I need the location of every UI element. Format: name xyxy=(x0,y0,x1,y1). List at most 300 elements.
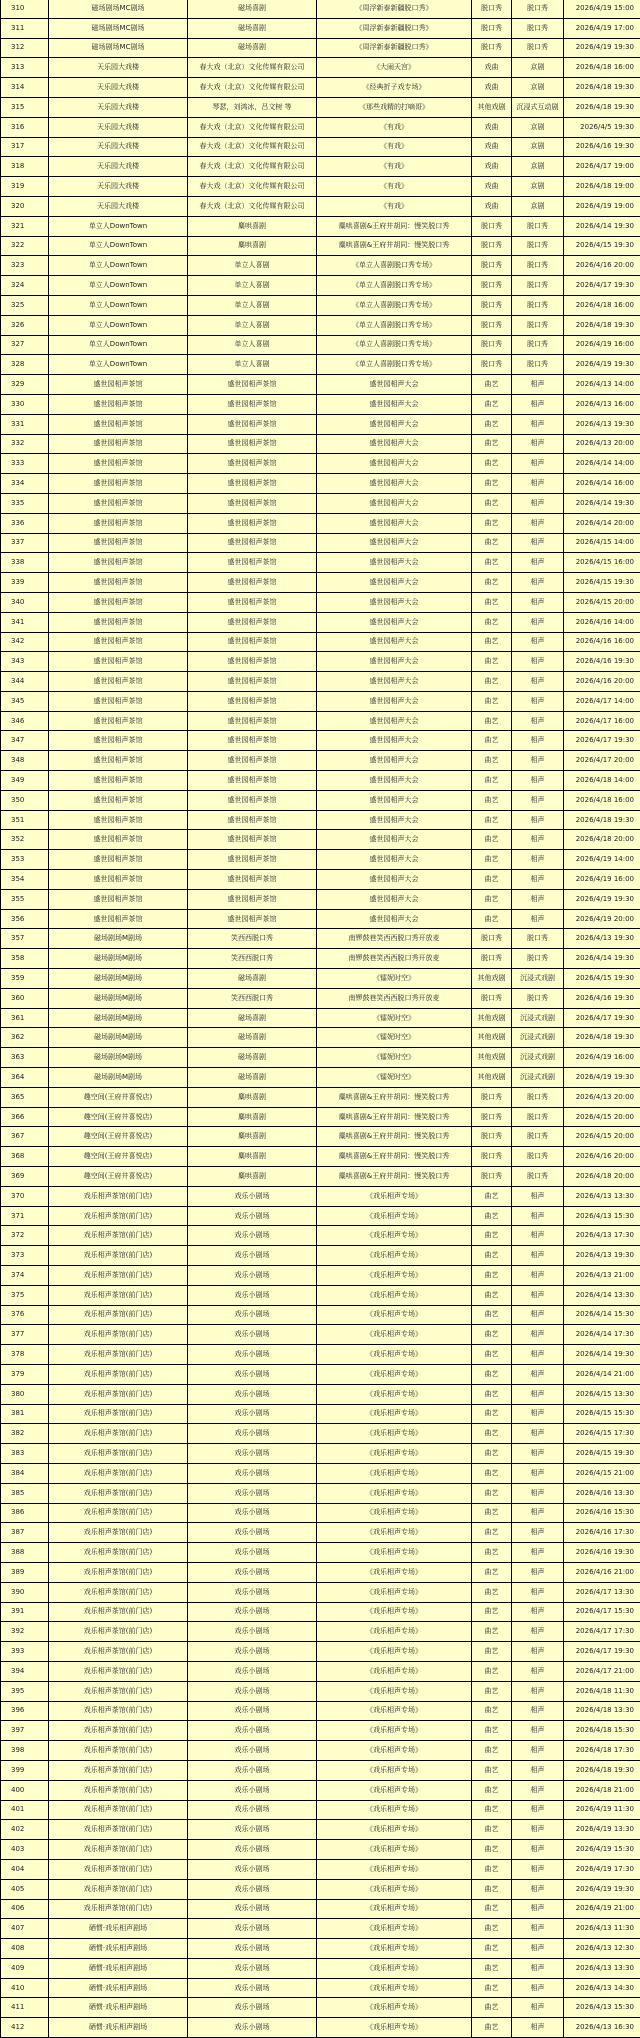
category-cell: 曲艺 xyxy=(472,1998,512,2018)
venue-cell: 戏乐相声茶馆(前门店) xyxy=(49,1780,188,1800)
venue-cell: 戏乐相声茶馆(前门店) xyxy=(49,1246,188,1266)
showtime-cell: 2026/4/18 15:30 xyxy=(564,1721,640,1741)
venue-cell: 单立人DownTown xyxy=(49,315,188,335)
table-row xyxy=(1,0,640,18)
table-row xyxy=(1,97,640,117)
row-number-cell: 340 xyxy=(1,592,49,612)
venue-cell: 戏乐相声茶馆(前门店) xyxy=(49,1859,188,1879)
category-cell: 曲艺 xyxy=(472,493,512,513)
table-row xyxy=(1,1008,640,1028)
genre-cell: 相声 xyxy=(512,1661,564,1681)
genre-cell: 沉浸式互动剧 xyxy=(512,97,564,117)
category-cell: 曲艺 xyxy=(472,1424,512,1444)
program-title-cell: 盛世园相声大会 xyxy=(317,889,472,909)
program-title-cell: 盛世园相声大会 xyxy=(317,592,472,612)
showtime-cell: 2026/4/14 19:30 xyxy=(564,216,640,236)
program-title-cell: 盛世园相声大会 xyxy=(317,810,472,830)
program-title-cell: 《单立人喜剧脱口秀专场》 xyxy=(317,315,472,335)
showtime-cell: 2026/4/13 13:30 xyxy=(564,1186,640,1206)
row-number-cell: 389 xyxy=(1,1562,49,1582)
schedule-body xyxy=(1,0,640,2038)
row-number-cell: 317 xyxy=(1,137,49,157)
organizer-cell: 戏乐小剧场 xyxy=(188,1978,317,1998)
table-row xyxy=(1,355,640,375)
program-title-cell: 《戏乐相声专场》 xyxy=(317,1463,472,1483)
table-row xyxy=(1,58,640,78)
organizer-cell: 戏乐小剧场 xyxy=(188,1859,317,1879)
organizer-cell: 盛世园相声茶馆 xyxy=(188,414,317,434)
organizer-cell: 春大戏（北京）文化传媒有限公司 xyxy=(188,58,317,78)
showtime-cell: 2026/4/15 19:30 xyxy=(564,969,640,989)
showtime-cell: 2026/4/18 16:00 xyxy=(564,295,640,315)
row-number-cell: 393 xyxy=(1,1642,49,1662)
table-row xyxy=(1,216,640,236)
venue-cell: 盛世园相声茶馆 xyxy=(49,394,188,414)
category-cell: 曲艺 xyxy=(472,691,512,711)
category-cell: 戏曲 xyxy=(472,157,512,177)
row-number-cell: 405 xyxy=(1,1879,49,1899)
table-row xyxy=(1,1701,640,1721)
organizer-cell: 盛世园相声茶馆 xyxy=(188,493,317,513)
organizer-cell: 盛世园相声茶馆 xyxy=(188,652,317,672)
row-number-cell: 380 xyxy=(1,1384,49,1404)
showtime-cell: 2026/4/17 17:30 xyxy=(564,1622,640,1642)
showtime-cell: 2026/4/13 16:30 xyxy=(564,2018,640,2038)
venue-cell: 戏乐相声茶馆(前门店) xyxy=(49,1820,188,1840)
showtime-cell: 2026/4/17 15:30 xyxy=(564,1602,640,1622)
program-title-cell: 《戏乐相声专场》 xyxy=(317,1681,472,1701)
row-number-cell: 385 xyxy=(1,1483,49,1503)
category-cell: 脱口秀 xyxy=(472,18,512,38)
venue-cell: 天乐园大戏楼 xyxy=(49,97,188,117)
venue-cell: 单立人DownTown xyxy=(49,355,188,375)
category-cell: 曲艺 xyxy=(472,1741,512,1761)
showtime-cell: 2026/4/15 20:00 xyxy=(564,592,640,612)
category-cell: 曲艺 xyxy=(472,1562,512,1582)
row-number-cell: 383 xyxy=(1,1444,49,1464)
organizer-cell: 戏乐小剧场 xyxy=(188,1661,317,1681)
showtime-cell: 2026/4/15 15:30 xyxy=(564,1404,640,1424)
genre-cell: 相声 xyxy=(512,771,564,791)
table-row xyxy=(1,1285,640,1305)
genre-cell: 相声 xyxy=(512,1543,564,1563)
showtime-cell: 2026/4/19 19:30 xyxy=(564,38,640,58)
table-row xyxy=(1,1978,640,1998)
category-cell: 脱口秀 xyxy=(472,988,512,1008)
organizer-cell: 戏乐小剧场 xyxy=(188,1444,317,1464)
table-row xyxy=(1,295,640,315)
row-number-cell: 316 xyxy=(1,117,49,137)
organizer-cell: 戏乐小剧场 xyxy=(188,1305,317,1325)
table-row xyxy=(1,1681,640,1701)
row-number-cell: 356 xyxy=(1,909,49,929)
showtime-cell: 2026/4/18 19:30 xyxy=(564,1760,640,1780)
venue-cell: 戏乐相声茶馆(前门店) xyxy=(49,1721,188,1741)
organizer-cell: 戏乐小剧场 xyxy=(188,1602,317,1622)
row-number-cell: 330 xyxy=(1,394,49,414)
venue-cell: 盛世园相声茶馆 xyxy=(49,474,188,494)
table-row xyxy=(1,592,640,612)
table-row xyxy=(1,810,640,830)
genre-cell: 相声 xyxy=(512,553,564,573)
program-title-cell: 《戏乐相声专场》 xyxy=(317,1206,472,1226)
genre-cell: 脱口秀 xyxy=(512,949,564,969)
genre-cell: 京剧 xyxy=(512,58,564,78)
organizer-cell: 单立人喜剧 xyxy=(188,315,317,335)
genre-cell: 相声 xyxy=(512,1463,564,1483)
organizer-cell: 单立人喜剧 xyxy=(188,355,317,375)
row-number-cell: 409 xyxy=(1,1958,49,1978)
organizer-cell: 盛世园相声茶馆 xyxy=(188,632,317,652)
category-cell: 脱口秀 xyxy=(472,236,512,256)
program-title-cell: 盛世园相声大会 xyxy=(317,513,472,533)
table-row xyxy=(1,1226,640,1246)
organizer-cell: 春大戏（北京）文化传媒有限公司 xyxy=(188,157,317,177)
program-title-cell: 《戏乐相声专场》 xyxy=(317,2018,472,2038)
genre-cell: 相声 xyxy=(512,1305,564,1325)
showtime-cell: 2026/4/17 14:00 xyxy=(564,691,640,711)
row-number-cell: 344 xyxy=(1,672,49,692)
genre-cell: 相声 xyxy=(512,513,564,533)
table-row xyxy=(1,1622,640,1642)
genre-cell: 相声 xyxy=(512,691,564,711)
table-row xyxy=(1,1048,640,1068)
genre-cell: 相声 xyxy=(512,414,564,434)
row-number-cell: 401 xyxy=(1,1800,49,1820)
program-title-cell: 《戏乐相声专场》 xyxy=(317,1364,472,1384)
venue-cell: 单立人DownTown xyxy=(49,335,188,355)
category-cell: 脱口秀 xyxy=(472,1147,512,1167)
genre-cell: 相声 xyxy=(512,1424,564,1444)
category-cell: 脱口秀 xyxy=(472,949,512,969)
showtime-cell: 2026/4/19 19:00 xyxy=(564,196,640,216)
category-cell: 戏曲 xyxy=(472,117,512,137)
showtime-cell: 2026/4/13 19:30 xyxy=(564,414,640,434)
organizer-cell: 麋哄喜剧 xyxy=(188,1127,317,1147)
category-cell: 曲艺 xyxy=(472,394,512,414)
program-title-cell: 盛世园相声大会 xyxy=(317,830,472,850)
venue-cell: 盛世园相声茶馆 xyxy=(49,533,188,553)
showtime-cell: 2026/4/13 19:30 xyxy=(564,929,640,949)
venue-cell: 戏乐相声茶馆(前门店) xyxy=(49,1523,188,1543)
showtime-cell: 2026/4/19 16:00 xyxy=(564,870,640,890)
category-cell: 曲艺 xyxy=(472,454,512,474)
genre-cell: 脱口秀 xyxy=(512,335,564,355)
table-row xyxy=(1,1107,640,1127)
venue-cell: 盛世园相声茶馆 xyxy=(49,573,188,593)
organizer-cell: 盛世园相声茶馆 xyxy=(188,513,317,533)
table-row xyxy=(1,1939,640,1959)
venue-cell: 戏乐相声茶馆(前门店) xyxy=(49,1463,188,1483)
table-row xyxy=(1,870,640,890)
organizer-cell: 戏乐小剧场 xyxy=(188,1800,317,1820)
program-title-cell: 南锣鼓巷笑西西脱口秀开放麦 xyxy=(317,988,472,1008)
program-title-cell: 《周浮新泰新疆脱口秀》 xyxy=(317,0,472,18)
program-title-cell: 南锣鼓巷笑西西脱口秀开放麦 xyxy=(317,929,472,949)
showtime-cell: 2026/4/19 15:00 xyxy=(564,0,640,18)
category-cell: 曲艺 xyxy=(472,434,512,454)
program-title-cell: 《戏乐相声专场》 xyxy=(317,1859,472,1879)
genre-cell: 相声 xyxy=(512,1206,564,1226)
category-cell: 曲艺 xyxy=(472,1978,512,1998)
showtime-cell: 2026/4/17 19:00 xyxy=(564,157,640,177)
program-title-cell: 《那些戏精的打嘀哥》 xyxy=(317,97,472,117)
program-title-cell: 盛世园相声大会 xyxy=(317,909,472,929)
organizer-cell: 戏乐小剧场 xyxy=(188,1246,317,1266)
genre-cell: 脱口秀 xyxy=(512,38,564,58)
showtime-cell: 2026/4/19 19:30 xyxy=(564,889,640,909)
program-title-cell: 盛世园相声大会 xyxy=(317,751,472,771)
row-number-cell: 347 xyxy=(1,731,49,751)
category-cell: 脱口秀 xyxy=(472,216,512,236)
table-row xyxy=(1,38,640,58)
category-cell: 曲艺 xyxy=(472,533,512,553)
genre-cell: 相声 xyxy=(512,889,564,909)
genre-cell: 相声 xyxy=(512,1444,564,1464)
showtime-cell: 2026/4/15 19:30 xyxy=(564,1444,640,1464)
table-row xyxy=(1,1444,640,1464)
category-cell: 曲艺 xyxy=(472,573,512,593)
genre-cell: 相声 xyxy=(512,1958,564,1978)
showtime-cell: 2026/4/14 21:00 xyxy=(564,1364,640,1384)
organizer-cell: 单立人喜剧 xyxy=(188,276,317,296)
genre-cell: 相声 xyxy=(512,1701,564,1721)
table-row xyxy=(1,1562,640,1582)
program-title-cell: 麋哄喜剧&王府井胡同：慢笑脱口秀 xyxy=(317,1127,472,1147)
showtime-cell: 2026/4/18 16:00 xyxy=(564,790,640,810)
showtime-cell: 2026/4/19 15:30 xyxy=(564,1840,640,1860)
organizer-cell: 戏乐小剧场 xyxy=(188,1523,317,1543)
showtime-cell: 2026/4/19 17:30 xyxy=(564,1859,640,1879)
genre-cell: 相声 xyxy=(512,1325,564,1345)
organizer-cell: 戏乐小剧场 xyxy=(188,1701,317,1721)
venue-cell: 天乐园大戏楼 xyxy=(49,177,188,197)
category-cell: 曲艺 xyxy=(472,810,512,830)
table-row xyxy=(1,1167,640,1187)
category-cell: 曲艺 xyxy=(472,1503,512,1523)
venue-cell: 戏乐相声茶馆(前门店) xyxy=(49,1424,188,1444)
venue-cell: 戏乐相声茶馆(前门店) xyxy=(49,1879,188,1899)
genre-cell: 相声 xyxy=(512,474,564,494)
venue-cell: 盛世园相声茶馆 xyxy=(49,612,188,632)
venue-cell: 戏乐相声茶馆(前门店) xyxy=(49,1642,188,1662)
program-title-cell: 《单立人喜剧脱口秀专场》 xyxy=(317,295,472,315)
venue-cell: 盛世园相声茶馆 xyxy=(49,652,188,672)
organizer-cell: 戏乐小剧场 xyxy=(188,1780,317,1800)
row-number-cell: 322 xyxy=(1,236,49,256)
row-number-cell: 363 xyxy=(1,1048,49,1068)
category-cell: 曲艺 xyxy=(472,1186,512,1206)
venue-cell: 单立人DownTown xyxy=(49,276,188,296)
program-title-cell: 《戏乐相声专场》 xyxy=(317,1661,472,1681)
showtime-cell: 2026/4/13 13:30 xyxy=(564,1958,640,1978)
table-row xyxy=(1,177,640,197)
organizer-cell: 戏乐小剧场 xyxy=(188,1424,317,1444)
venue-cell: 硒惯·戏乐相声剧场 xyxy=(49,2018,188,2038)
venue-cell: 盛世园相声茶馆 xyxy=(49,592,188,612)
venue-cell: 单立人DownTown xyxy=(49,256,188,276)
table-row xyxy=(1,1364,640,1384)
category-cell: 脱口秀 xyxy=(472,1167,512,1187)
program-title-cell: 《戏乐相声专场》 xyxy=(317,1266,472,1286)
organizer-cell: 戏乐小剧场 xyxy=(188,1958,317,1978)
venue-cell: 戏乐相声茶馆(前门店) xyxy=(49,1741,188,1761)
category-cell: 曲艺 xyxy=(472,1681,512,1701)
program-title-cell: 盛世园相声大会 xyxy=(317,454,472,474)
showtime-cell: 2026/4/5 19:30 xyxy=(564,117,640,137)
table-row xyxy=(1,949,640,969)
row-number-cell: 403 xyxy=(1,1840,49,1860)
category-cell: 其他戏剧 xyxy=(472,1008,512,1028)
category-cell: 曲艺 xyxy=(472,672,512,692)
row-number-cell: 328 xyxy=(1,355,49,375)
organizer-cell: 单立人喜剧 xyxy=(188,256,317,276)
organizer-cell: 戏乐小剧场 xyxy=(188,1582,317,1602)
category-cell: 曲艺 xyxy=(472,830,512,850)
showtime-cell: 2026/4/15 20:00 xyxy=(564,1107,640,1127)
category-cell: 曲艺 xyxy=(472,1543,512,1563)
table-row xyxy=(1,1721,640,1741)
program-title-cell: 《大闹天宫》 xyxy=(317,58,472,78)
row-number-cell: 365 xyxy=(1,1087,49,1107)
showtime-cell: 2026/4/13 17:30 xyxy=(564,1226,640,1246)
venue-cell: 磁场剧场M剧场 xyxy=(49,929,188,949)
showtime-cell: 2026/4/18 14:00 xyxy=(564,771,640,791)
row-number-cell: 315 xyxy=(1,97,49,117)
genre-cell: 相声 xyxy=(512,850,564,870)
genre-cell: 相声 xyxy=(512,731,564,751)
venue-cell: 盛世园相声茶馆 xyxy=(49,771,188,791)
venue-cell: 磁场剧场M剧场 xyxy=(49,1028,188,1048)
genre-cell: 相声 xyxy=(512,1820,564,1840)
row-number-cell: 376 xyxy=(1,1305,49,1325)
showtime-cell: 2026/4/18 19:30 xyxy=(564,1028,640,1048)
row-number-cell: 371 xyxy=(1,1206,49,1226)
showtime-cell: 2026/4/16 13:30 xyxy=(564,1483,640,1503)
genre-cell: 脱口秀 xyxy=(512,236,564,256)
genre-cell: 相声 xyxy=(512,1503,564,1523)
venue-cell: 磁场剧场MC剧场 xyxy=(49,18,188,38)
program-title-cell: 麋哄喜剧&王府井胡同：慢笑脱口秀 xyxy=(317,1107,472,1127)
showtime-cell: 2026/4/13 11:30 xyxy=(564,1919,640,1939)
program-title-cell: 《戏乐相声专场》 xyxy=(317,1701,472,1721)
organizer-cell: 盛世园相声茶馆 xyxy=(188,850,317,870)
organizer-cell: 盛世园相声茶馆 xyxy=(188,830,317,850)
organizer-cell: 盛世园相声茶馆 xyxy=(188,434,317,454)
program-title-cell: 《周浮新泰新疆脱口秀》 xyxy=(317,38,472,58)
organizer-cell: 盛世园相声茶馆 xyxy=(188,394,317,414)
genre-cell: 沉浸式戏剧 xyxy=(512,1068,564,1088)
table-row xyxy=(1,315,640,335)
showtime-cell: 2026/4/18 17:30 xyxy=(564,1741,640,1761)
venue-cell: 戏乐相声茶馆(前门店) xyxy=(49,1364,188,1384)
row-number-cell: 396 xyxy=(1,1701,49,1721)
program-title-cell: 《戏乐相声专场》 xyxy=(317,1384,472,1404)
venue-cell: 盛世园相声茶馆 xyxy=(49,691,188,711)
organizer-cell: 戏乐小剧场 xyxy=(188,1325,317,1345)
showtime-cell: 2026/4/14 15:30 xyxy=(564,1305,640,1325)
program-title-cell: 《有戏》 xyxy=(317,137,472,157)
category-cell: 曲艺 xyxy=(472,1345,512,1365)
venue-cell: 硒惯·戏乐相声剧场 xyxy=(49,1939,188,1959)
genre-cell: 相声 xyxy=(512,1681,564,1701)
venue-cell: 戏乐相声茶馆(前门店) xyxy=(49,1543,188,1563)
row-number-cell: 342 xyxy=(1,632,49,652)
row-number-cell: 408 xyxy=(1,1939,49,1959)
genre-cell: 相声 xyxy=(512,711,564,731)
category-cell: 脱口秀 xyxy=(472,1107,512,1127)
organizer-cell: 戏乐小剧场 xyxy=(188,2018,317,2038)
genre-cell: 脱口秀 xyxy=(512,315,564,335)
category-cell: 曲艺 xyxy=(472,1899,512,1919)
organizer-cell: 盛世园相声茶馆 xyxy=(188,375,317,395)
row-number-cell: 329 xyxy=(1,375,49,395)
venue-cell: 戏乐相声茶馆(前门店) xyxy=(49,1760,188,1780)
program-title-cell: 《有戏》 xyxy=(317,157,472,177)
showtime-cell: 2026/4/18 16:00 xyxy=(564,58,640,78)
program-title-cell: 《戏乐相声专场》 xyxy=(317,1325,472,1345)
program-title-cell: 《戏乐相声专场》 xyxy=(317,1760,472,1780)
table-row xyxy=(1,335,640,355)
genre-cell: 脱口秀 xyxy=(512,276,564,296)
venue-cell: 戏乐相声茶馆(前门店) xyxy=(49,1186,188,1206)
venue-cell: 趣空间(王府井喜悦店) xyxy=(49,1107,188,1127)
showtime-cell: 2026/4/13 21:00 xyxy=(564,1266,640,1286)
venue-cell: 盛世园相声茶馆 xyxy=(49,375,188,395)
table-row xyxy=(1,434,640,454)
showtime-cell: 2026/4/19 19:30 xyxy=(564,1879,640,1899)
genre-cell: 相声 xyxy=(512,1602,564,1622)
category-cell: 曲艺 xyxy=(472,1246,512,1266)
showtime-cell: 2026/4/18 19:30 xyxy=(564,810,640,830)
program-title-cell: 盛世园相声大会 xyxy=(317,573,472,593)
category-cell: 曲艺 xyxy=(472,751,512,771)
row-number-cell: 353 xyxy=(1,850,49,870)
genre-cell: 脱口秀 xyxy=(512,1147,564,1167)
showtime-cell: 2026/4/19 20:00 xyxy=(564,909,640,929)
venue-cell: 天乐园大戏楼 xyxy=(49,137,188,157)
venue-cell: 天乐园大戏楼 xyxy=(49,157,188,177)
venue-cell: 戏乐相声茶馆(前门店) xyxy=(49,1325,188,1345)
table-row xyxy=(1,1760,640,1780)
row-number-cell: 312 xyxy=(1,38,49,58)
row-number-cell: 394 xyxy=(1,1661,49,1681)
table-row xyxy=(1,256,640,276)
venue-cell: 趣空间(王府井喜悦店) xyxy=(49,1147,188,1167)
category-cell: 戏曲 xyxy=(472,196,512,216)
table-row xyxy=(1,375,640,395)
row-number-cell: 378 xyxy=(1,1345,49,1365)
showtime-cell: 2026/4/15 17:30 xyxy=(564,1424,640,1444)
program-title-cell: 《单立人喜剧脱口秀专场》 xyxy=(317,355,472,375)
genre-cell: 相声 xyxy=(512,1998,564,2018)
table-row xyxy=(1,137,640,157)
program-title-cell: 《镭妮时空》 xyxy=(317,1008,472,1028)
row-number-cell: 369 xyxy=(1,1167,49,1187)
genre-cell: 脱口秀 xyxy=(512,0,564,18)
table-row xyxy=(1,1840,640,1860)
program-title-cell: 《镭妮时空》 xyxy=(317,1068,472,1088)
table-row xyxy=(1,1820,640,1840)
table-row xyxy=(1,969,640,989)
program-title-cell: 《有戏》 xyxy=(317,177,472,197)
venue-cell: 盛世园相声茶馆 xyxy=(49,731,188,751)
program-title-cell: 《镭妮时空》 xyxy=(317,969,472,989)
category-cell: 脱口秀 xyxy=(472,1127,512,1147)
table-row xyxy=(1,1384,640,1404)
category-cell: 脱口秀 xyxy=(472,315,512,335)
organizer-cell: 盛世园相声茶馆 xyxy=(188,889,317,909)
